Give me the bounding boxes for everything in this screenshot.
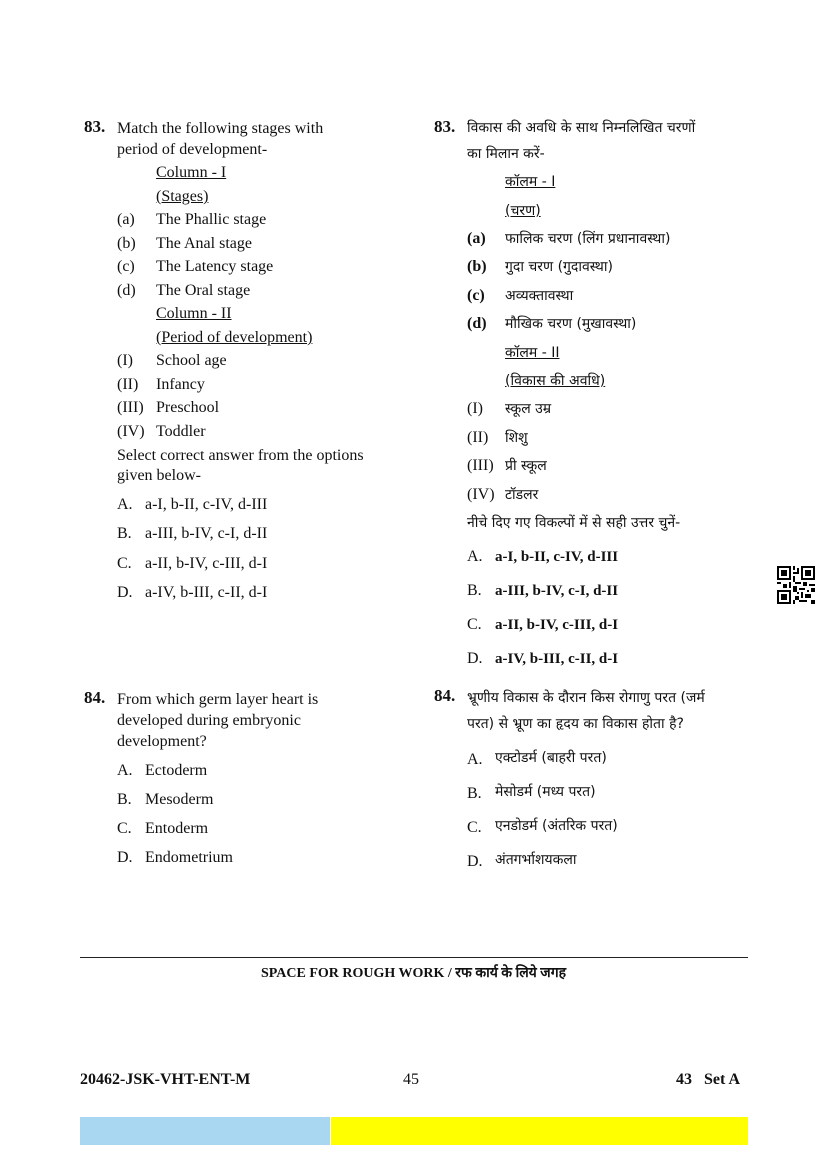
paper-code: 20462-JSK-VHT-ENT-M	[80, 1071, 251, 1088]
list-key: (a)	[467, 230, 486, 247]
option-key: A.	[467, 548, 483, 565]
question-number: 84.	[84, 688, 106, 707]
list-key: (II)	[117, 376, 139, 393]
question-number: 83.	[84, 117, 106, 136]
list-key: (III)	[117, 399, 144, 416]
option-key: D.	[117, 584, 133, 601]
option-a: a-I, b-II, c-IV, d-III	[145, 496, 268, 513]
list-item: टॉडलर	[505, 487, 539, 503]
list-key: (b)	[117, 235, 136, 252]
column-i-subtitle: (Stages)	[156, 188, 209, 205]
list-item: शिशु	[505, 430, 528, 446]
list-key: (I)	[467, 400, 483, 417]
rough-work-label: SPACE FOR ROUGH WORK / रफ कार्य के लिये जगह	[260, 966, 567, 981]
list-key: (II)	[467, 429, 489, 446]
question-stem: भ्रूणीय विकास के दौरान किस रोगाणु परत (जर्म	[467, 690, 705, 706]
option-d: a-IV, b-III, c-II, d-I	[145, 584, 268, 601]
question-number: 84.	[434, 686, 456, 705]
list-item: The Anal stage	[156, 235, 252, 252]
column-ii-subtitle: (Period of development)	[156, 329, 313, 346]
instruction: Select correct answer from the options	[117, 447, 364, 464]
option-b: मेसोडर्म (मध्य परत)	[495, 784, 596, 800]
option-a: Ectoderm	[145, 762, 208, 779]
list-item: गुदा चरण (गुदावस्था)	[505, 259, 613, 275]
option-c: a-II, b-IV, c-III, d-I	[145, 555, 268, 572]
list-item: अव्यक्तावस्था	[505, 288, 574, 304]
option-c: Entoderm	[145, 820, 209, 837]
option-c: एनडोडर्म (अंतरिक परत)	[495, 818, 618, 834]
question-number: 83.	[434, 117, 456, 136]
option-key: C.	[117, 555, 132, 572]
column-i-title: कॉलम - I	[505, 174, 556, 190]
list-key: (I)	[117, 352, 133, 369]
option-d: Endometrium	[145, 849, 233, 866]
list-key: (IV)	[467, 486, 495, 503]
option-b: a-III, b-IV, c-I, d-II	[145, 525, 268, 542]
question-stem: developed during embryonic	[117, 712, 301, 729]
list-item: मौखिक चरण (मुखावस्था)	[505, 316, 637, 332]
list-key: (d)	[467, 315, 487, 332]
list-key: (b)	[467, 258, 487, 275]
option-key: C.	[117, 820, 132, 837]
option-key: A.	[117, 762, 133, 779]
list-item: The Latency stage	[156, 258, 274, 275]
list-key: (c)	[467, 287, 485, 304]
list-key: (IV)	[117, 423, 145, 440]
option-key: A.	[467, 751, 483, 768]
question-stem: development?	[117, 733, 207, 750]
list-item: फालिक चरण (लिंग प्रधानावस्था)	[505, 231, 671, 247]
list-item: स्कूल उम्र	[505, 401, 552, 417]
option-key: D.	[117, 849, 133, 866]
option-key: B.	[117, 525, 132, 542]
list-key: (c)	[117, 258, 135, 275]
option-key: B.	[467, 785, 482, 802]
list-item: Preschool	[156, 399, 220, 416]
question-stem: का मिलान करें-	[467, 146, 545, 162]
question-stem: From which germ layer heart is	[117, 691, 319, 708]
option-key: D.	[467, 853, 483, 870]
option-b: Mesoderm	[145, 791, 214, 808]
option-d: अंतगर्भाशयकला	[495, 852, 577, 868]
option-key: B.	[467, 582, 482, 599]
option-d: a-IV, b-III, c-II, d-I	[495, 651, 619, 667]
rough-work-divider	[80, 957, 748, 958]
footer-bar-blue	[80, 1117, 330, 1145]
list-key: (d)	[117, 282, 136, 299]
option-key: D.	[467, 650, 483, 667]
option-a: a-I, b-II, c-IV, d-III	[495, 549, 619, 565]
column-ii-title: Column - II	[156, 305, 232, 322]
list-key: (III)	[467, 457, 494, 474]
column-ii-title: कॉलम - II	[505, 345, 560, 361]
page-number: 45	[403, 1071, 419, 1088]
option-c: a-II, b-IV, c-III, d-I	[495, 617, 619, 633]
list-item: School age	[156, 352, 227, 369]
list-key: (a)	[117, 211, 135, 228]
list-item: Infancy	[156, 376, 205, 393]
list-item: The Oral stage	[156, 282, 251, 299]
column-i-subtitle: (चरण)	[505, 203, 541, 219]
qr-code-icon	[777, 566, 815, 604]
question-stem: period of development-	[117, 141, 268, 158]
question-stem: Match the following stages with	[117, 120, 324, 137]
option-b: a-III, b-IV, c-I, d-II	[495, 583, 619, 599]
option-key: C.	[467, 616, 482, 633]
column-i-title: Column - I	[156, 164, 227, 181]
question-stem: विकास की अवधि के साथ निम्नलिखित चरणों	[467, 120, 696, 136]
instruction: given below-	[117, 467, 201, 484]
instruction: नीचे दिए गए विकल्पों में से सही उत्तर चुनें-	[467, 515, 681, 531]
option-key: B.	[117, 791, 132, 808]
list-item: प्री स्कूल	[505, 458, 547, 474]
list-item: The Phallic stage	[156, 211, 267, 228]
option-a: एक्टोडर्म (बाहरी परत)	[495, 750, 607, 766]
option-key: C.	[467, 819, 482, 836]
list-item: Toddler	[156, 423, 206, 440]
set-label: 43 Set A	[676, 1071, 740, 1088]
option-key: A.	[117, 496, 133, 513]
question-stem: परत) से भ्रूण का हृदय का विकास होता है?	[467, 716, 684, 732]
footer-bar-yellow	[331, 1117, 748, 1145]
column-ii-subtitle: (विकास की अवधि)	[505, 373, 606, 389]
